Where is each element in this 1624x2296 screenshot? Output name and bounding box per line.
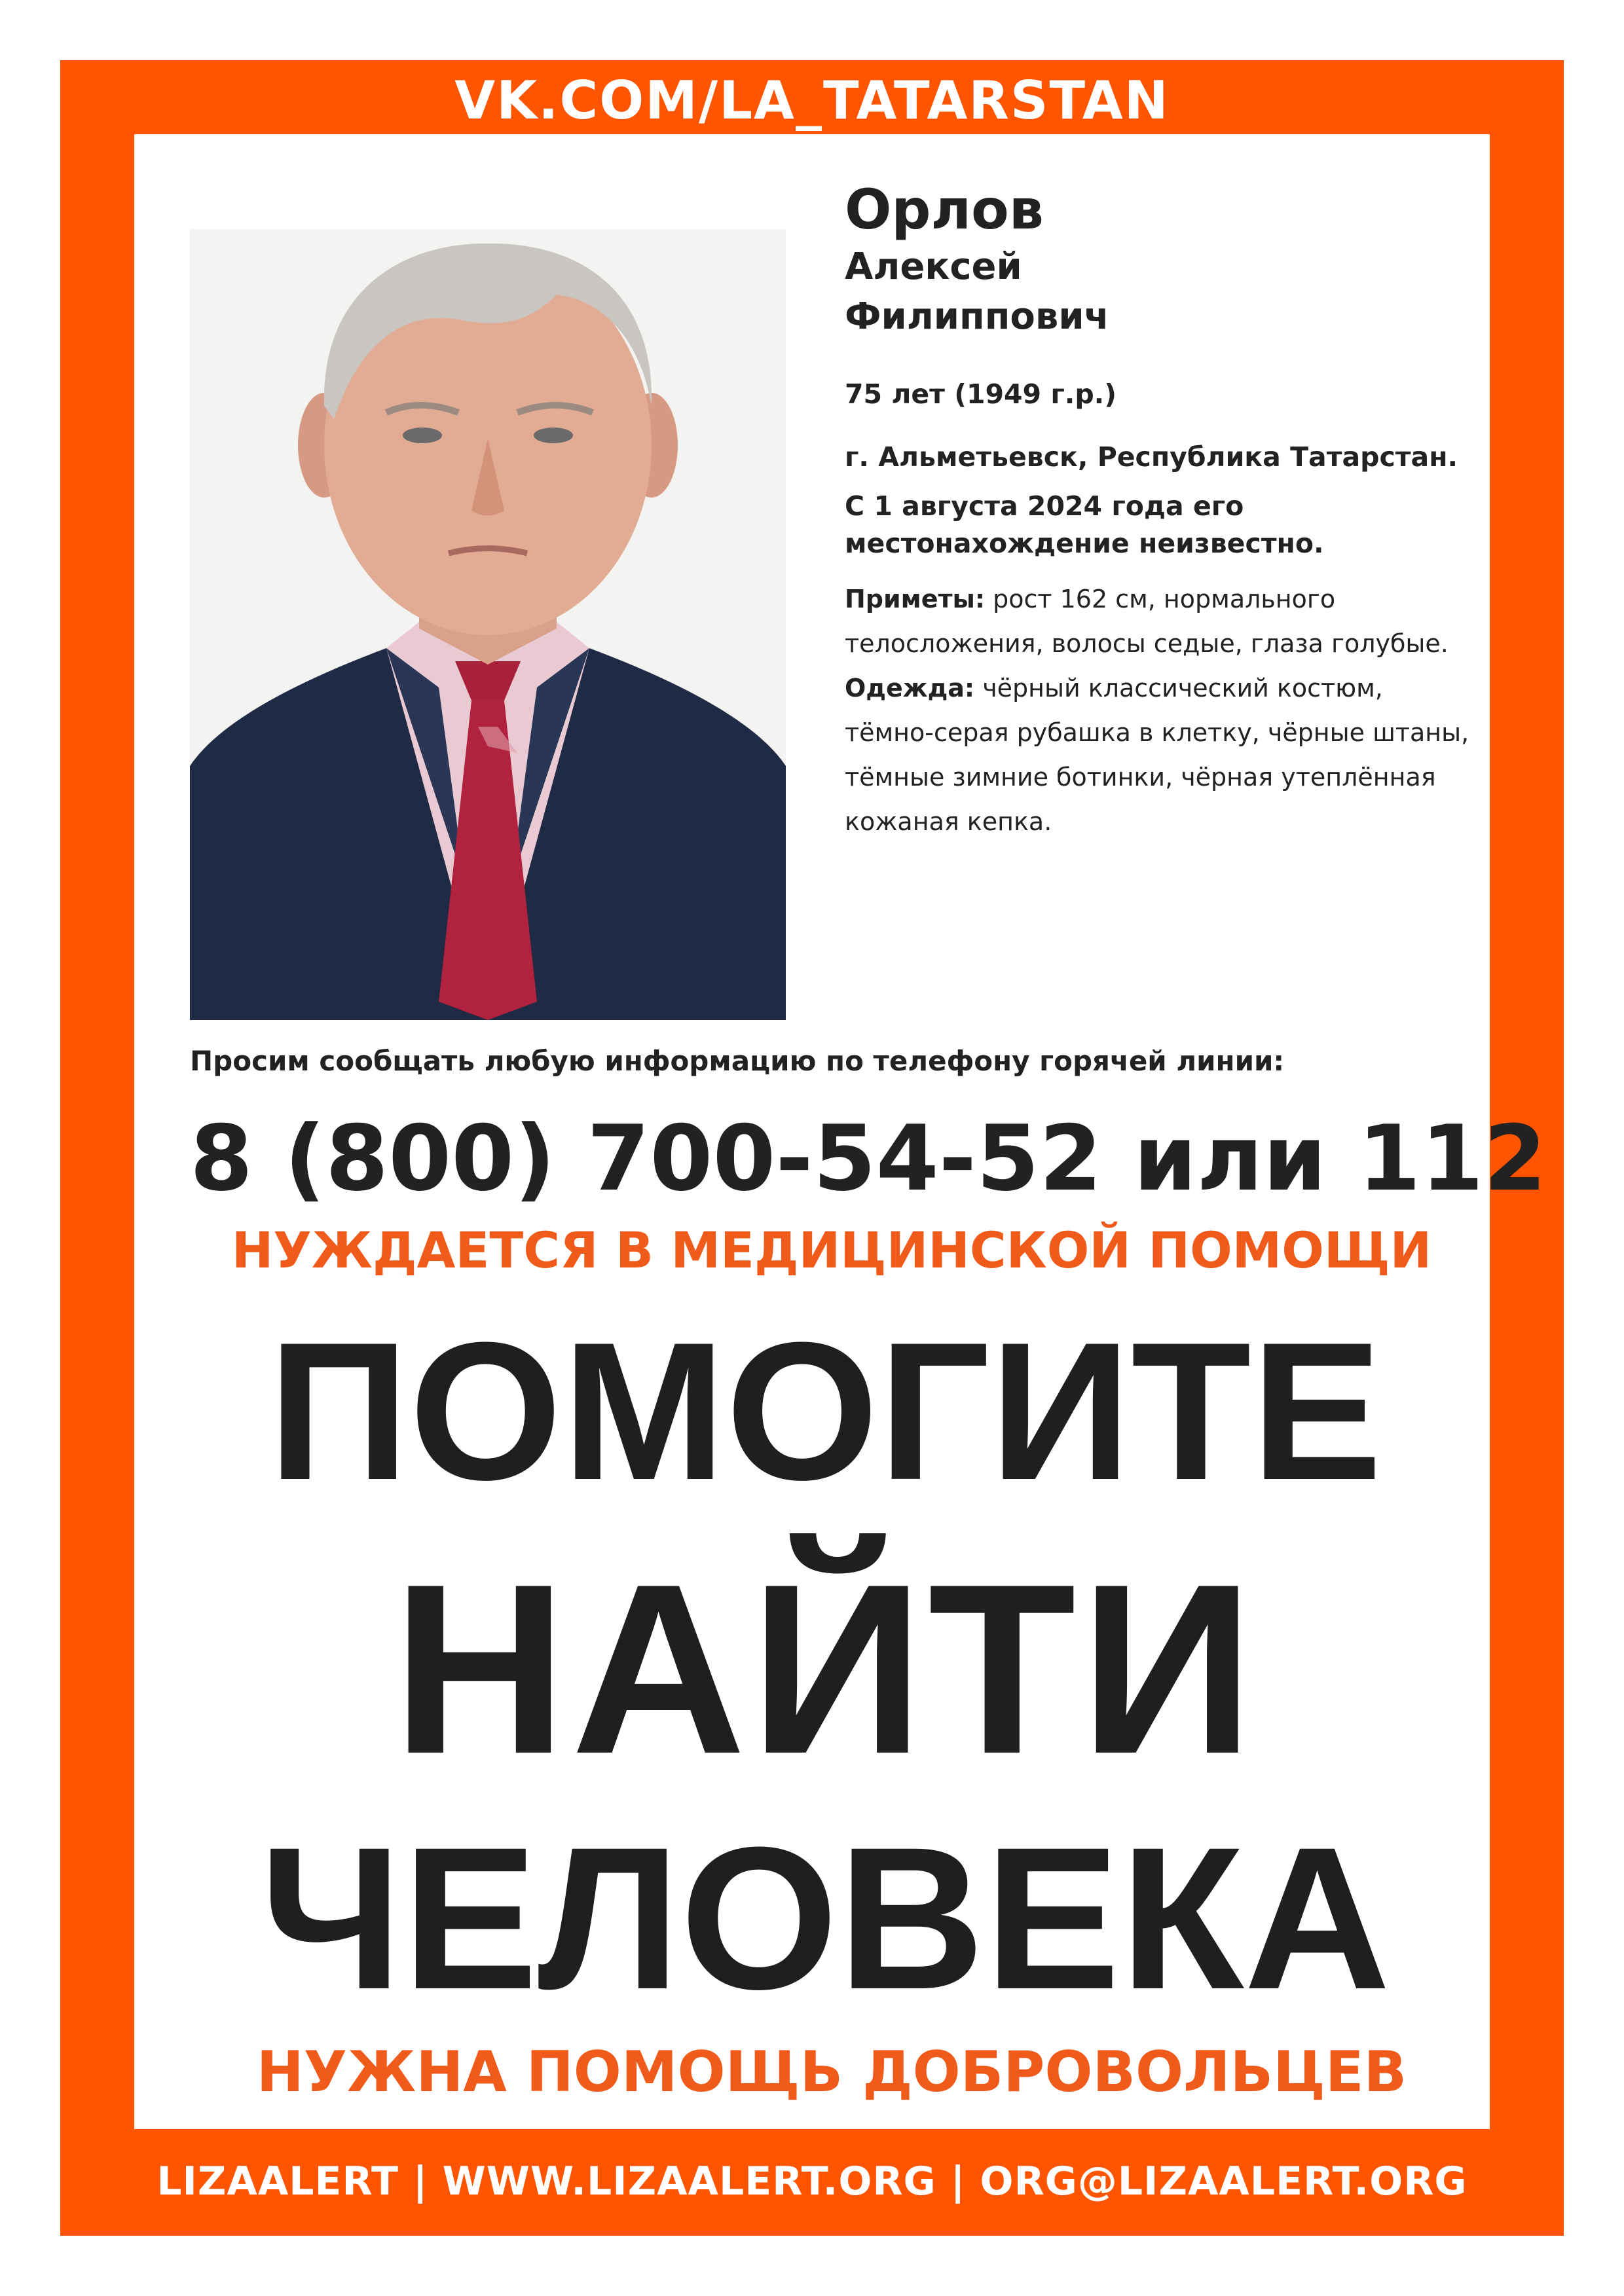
person-photo: [190, 229, 786, 1020]
footer-contacts[interactable]: LIZAALERT | WWW.LIZAALERT.ORG | ORG@LIZAALERT.ORG: [157, 2159, 1467, 2204]
clothing-label: Одежда:: [845, 674, 975, 702]
headline-help: ПОМОГИТЕ: [268, 1301, 1382, 1521]
header-url[interactable]: VK.COM/LA_TATARSTAN: [454, 70, 1170, 131]
clothing-text: чёрный классический костюм, тёмно-серая рубашка в клетку, чёрные штаны, тёмные зимние ботинки, чёрная утеплённая кожаная кепка.: [845, 674, 1469, 836]
volunteers-notice: НУЖНА ПОМОЩЬ ДОБРОВОЛЬЦЕВ: [256, 2039, 1407, 2105]
clothing: [845, 666, 1473, 844]
missing-since: С 1 августа 2024 года его местонахождение неизвестно.: [845, 490, 1324, 559]
features-text: рост 162 см, нормального телосложения, волосы седые, глаза голубые.: [845, 585, 1449, 658]
person-patronymic: Филиппович: [845, 295, 1110, 338]
person-surname: Орлов: [845, 177, 1044, 242]
person-given-name: Алексей: [845, 246, 1022, 288]
hotline-text: Просим сообщать любую информацию по телефону горячей линии:: [190, 1045, 1285, 1077]
person-info: [845, 177, 1473, 844]
headline-find: НАЙТИ: [392, 1534, 1259, 1804]
person-location: г. Альметьевск, Республика Татарстан.: [845, 441, 1458, 473]
headline-person: ЧЕЛОВЕКА: [259, 1804, 1391, 2032]
person-age: 75 лет (1949 г.р.): [845, 378, 1116, 410]
medical-notice: НУЖДАЕТСЯ В МЕДИЦИНСКОЙ ПОМОЩИ: [231, 1221, 1432, 1279]
features-label: Приметы:: [845, 585, 986, 613]
features: [845, 577, 1473, 666]
hotline-phone[interactable]: 8 (800) 700-54-52 или 112: [190, 1106, 1547, 1211]
